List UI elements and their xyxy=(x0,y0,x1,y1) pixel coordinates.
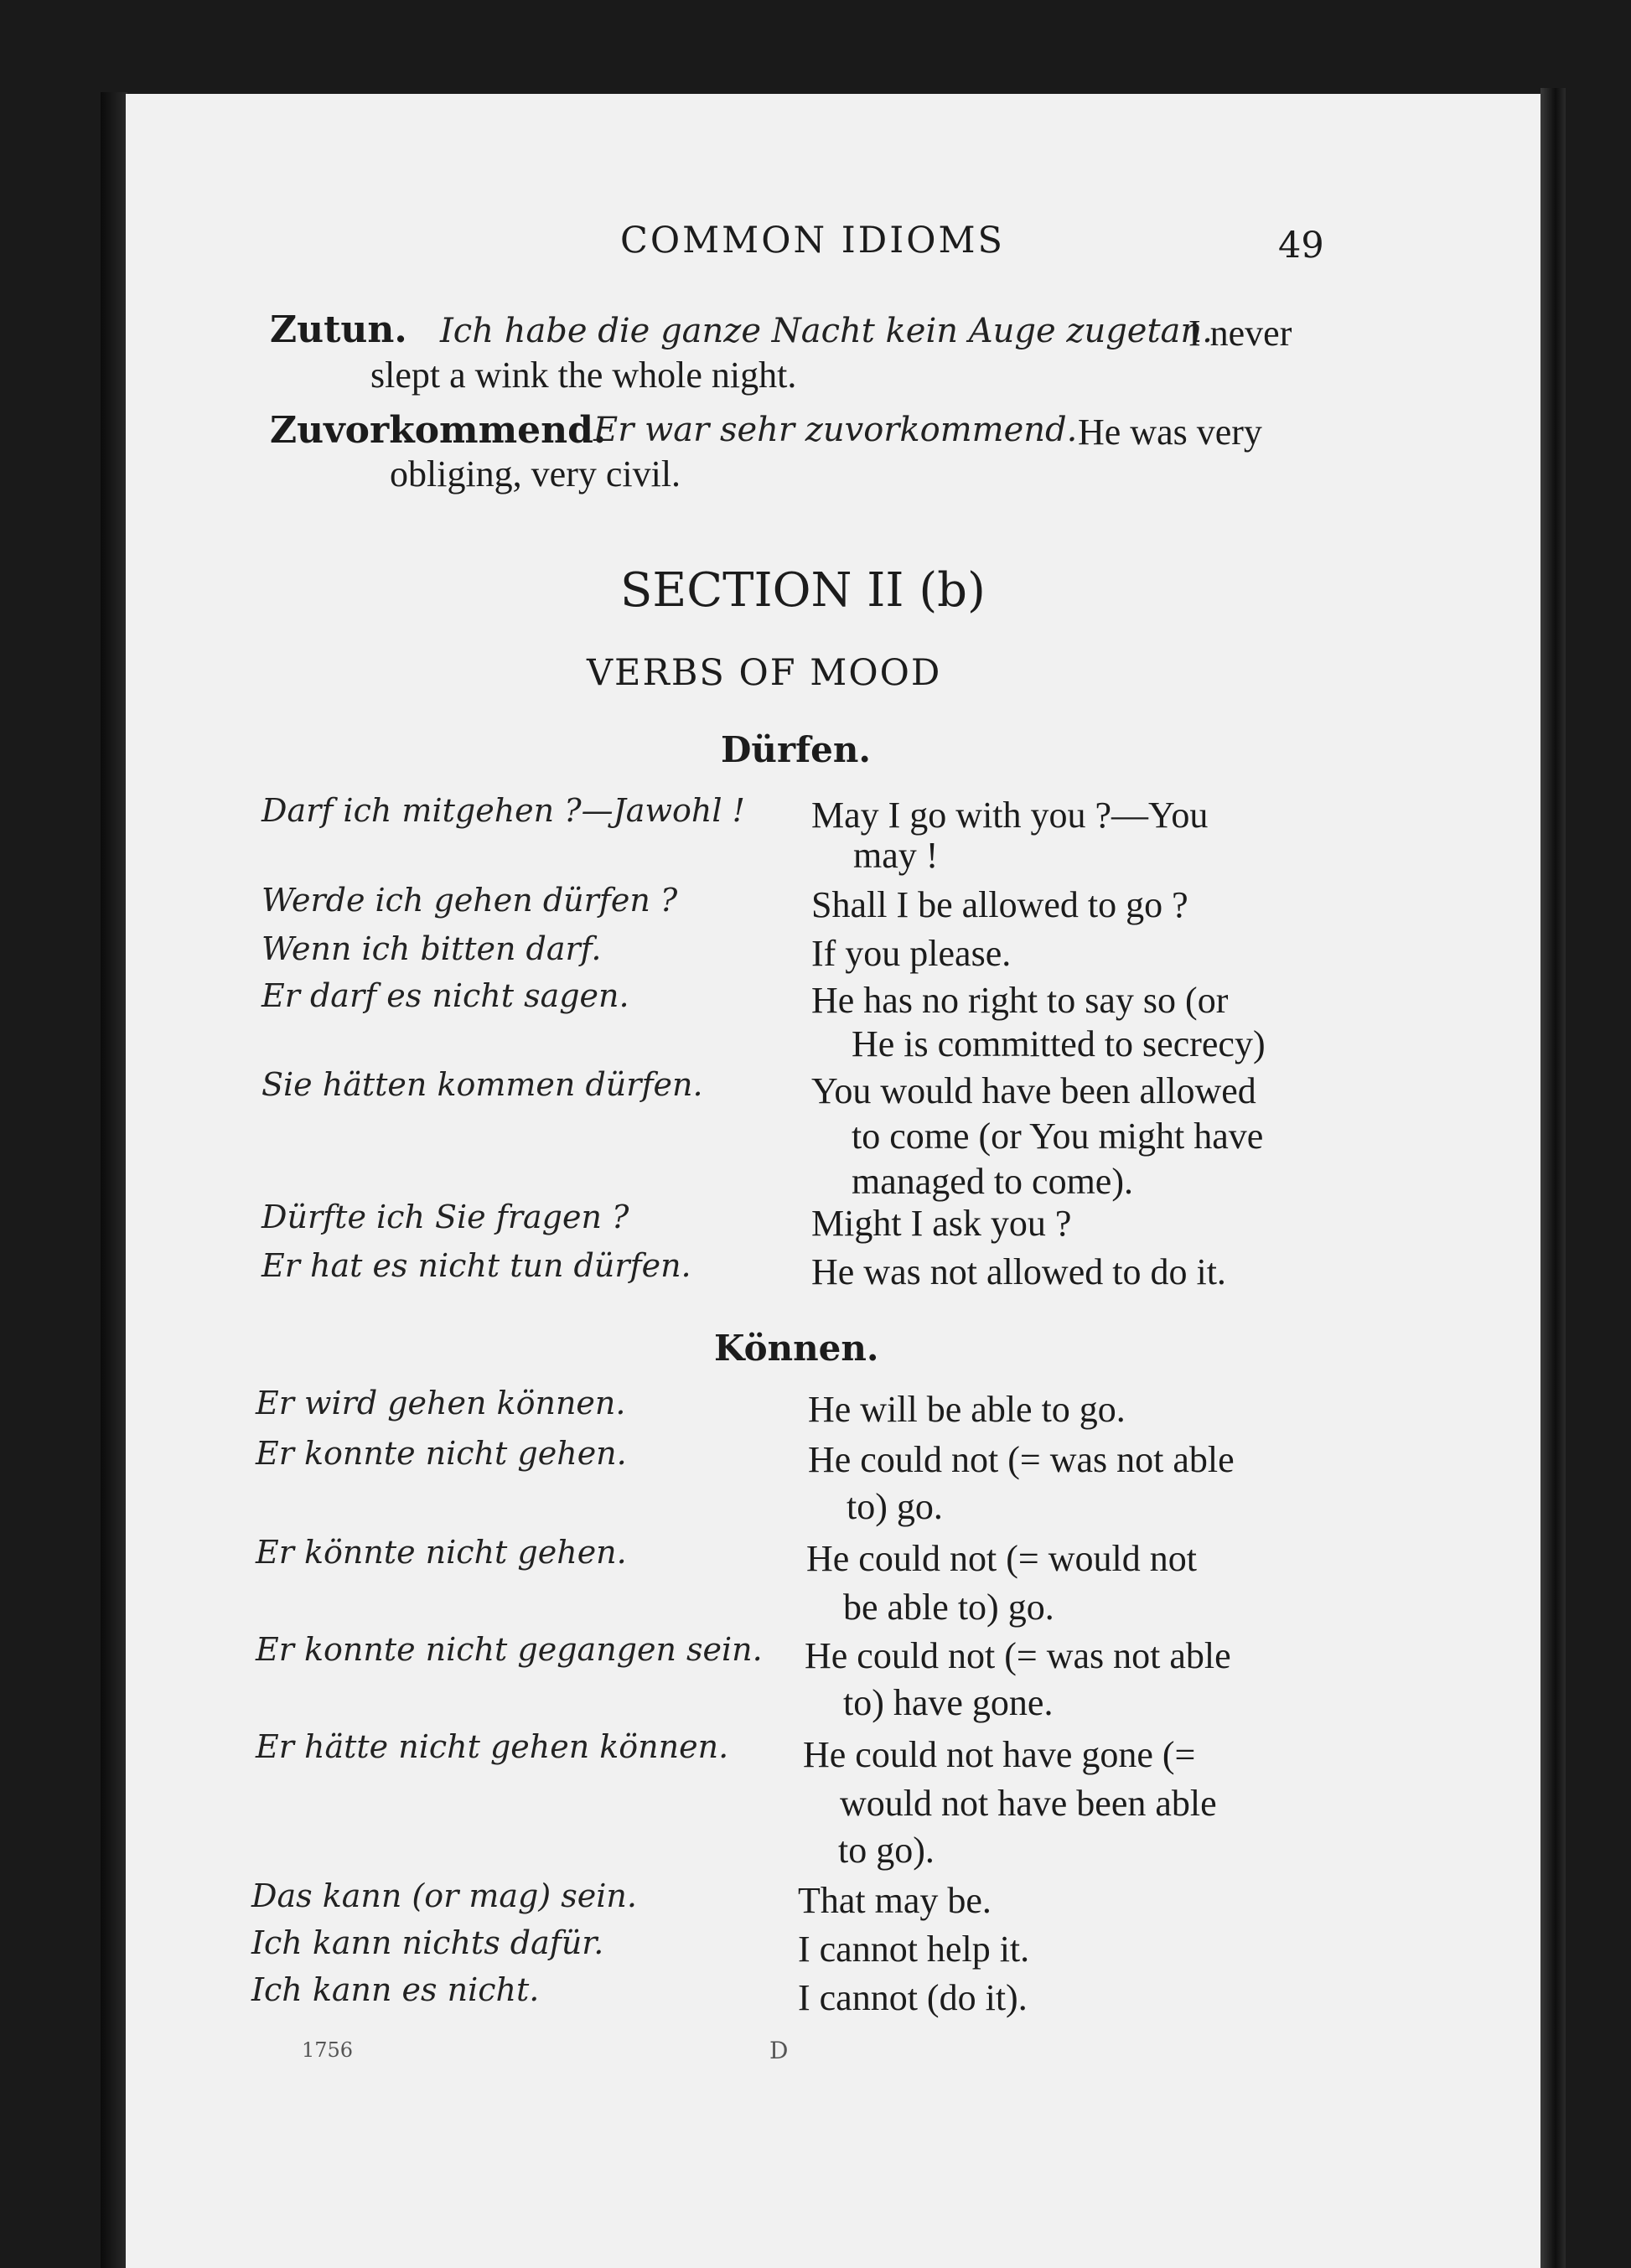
english-translation: Might I ask you ? xyxy=(811,1203,1072,1244)
english-translation: to go). xyxy=(838,1830,935,1871)
english-translation: Shall I be allowed to go ? xyxy=(811,884,1188,925)
german-phrase: Das kann (or mag) sein. xyxy=(251,1877,637,1914)
german-phrase: Er hat es nicht tun dürfen. xyxy=(261,1247,691,1284)
english-translation: He could not (= was not able xyxy=(808,1439,1235,1480)
page-number: 49 xyxy=(1278,225,1324,267)
english-translation: may ! xyxy=(853,835,939,876)
entry-head-zuvorkommend: Zuvorkommend. xyxy=(270,409,607,452)
german-phrase: Ich kann nichts dafür. xyxy=(251,1924,604,1961)
german-phrase: Werde ich gehen dürfen ? xyxy=(261,882,678,919)
german-phrase: Er könnte nicht gehen. xyxy=(256,1534,627,1571)
english-translation: He was not allowed to do it. xyxy=(811,1251,1226,1292)
english-translation: He could not (= was not able xyxy=(805,1635,1231,1676)
german-phrase: Er hätte nicht gehen können. xyxy=(256,1728,729,1765)
printer-signature: 1756 xyxy=(302,2038,354,2062)
english-translation: You would have been allowed xyxy=(811,1070,1256,1111)
german-phrase: Darf ich mitgehen ?—Jawohl ! xyxy=(261,792,745,829)
german-phrase: Wenn ich bitten darf. xyxy=(261,930,602,967)
book-gutter-shadow xyxy=(101,92,127,2268)
english-translation: to) go. xyxy=(847,1486,943,1527)
german-phrase: Er konnte nicht gehen. xyxy=(256,1435,627,1472)
entry-head-zutun: Zutun. xyxy=(270,308,407,351)
english-translation: I cannot (do it). xyxy=(798,1977,1028,2018)
english-translation: be able to) go. xyxy=(843,1587,1054,1628)
english-translation: That may be. xyxy=(798,1880,992,1921)
english-translation: to come (or You might have xyxy=(852,1116,1264,1157)
entry-english-zutun-1: I never xyxy=(1188,313,1292,354)
verb-heading-koennen: Können. xyxy=(714,1328,879,1369)
english-translation: He has no right to say so (or xyxy=(811,980,1229,1021)
english-translation: He could not (= would not xyxy=(806,1538,1197,1579)
entry-english-zuvorkommend-2: obliging, very civil. xyxy=(390,453,681,495)
german-phrase: Sie hätten kommen dürfen. xyxy=(261,1066,703,1103)
english-translation: May I go with you ?—You xyxy=(811,795,1209,836)
entry-english-zuvorkommend-1: He was very xyxy=(1078,412,1262,453)
entry-english-zutun-2: slept a wink the whole night. xyxy=(370,355,797,396)
section-subtitle: VERBS OF MOOD xyxy=(587,652,942,694)
signature-mark: D xyxy=(769,2037,789,2064)
german-phrase: Dürfte ich Sie fragen ? xyxy=(261,1199,629,1235)
entry-german-zuvorkommend: Er war sehr zuvorkommend. xyxy=(593,411,1078,449)
english-translation: If you please. xyxy=(811,933,1012,974)
running-header: COMMON IDIOMS xyxy=(620,220,1005,261)
english-translation: He could not have gone (= xyxy=(803,1734,1196,1775)
english-translation: would not have been able xyxy=(840,1783,1217,1824)
german-phrase: Ich kann es nicht. xyxy=(251,1971,540,2008)
entry-german-zutun: Ich habe die ganze Nacht kein Auge zugetan. xyxy=(440,312,1213,350)
german-phrase: Er darf es nicht sagen. xyxy=(261,977,629,1014)
german-phrase: Er wird gehen können. xyxy=(256,1385,626,1421)
english-translation: managed to come). xyxy=(852,1161,1133,1202)
english-translation: I cannot help it. xyxy=(798,1929,1030,1970)
english-translation: He will be able to go. xyxy=(808,1389,1126,1430)
book-edge-shadow xyxy=(1540,88,1566,2268)
verb-heading-duerfen: Dürfen. xyxy=(721,729,872,770)
english-translation: He is committed to secrecy) xyxy=(852,1023,1266,1064)
german-phrase: Er konnte nicht gegangen sein. xyxy=(256,1631,763,1668)
section-title: SECTION II (b) xyxy=(620,563,986,618)
english-translation: to) have gone. xyxy=(843,1682,1054,1723)
